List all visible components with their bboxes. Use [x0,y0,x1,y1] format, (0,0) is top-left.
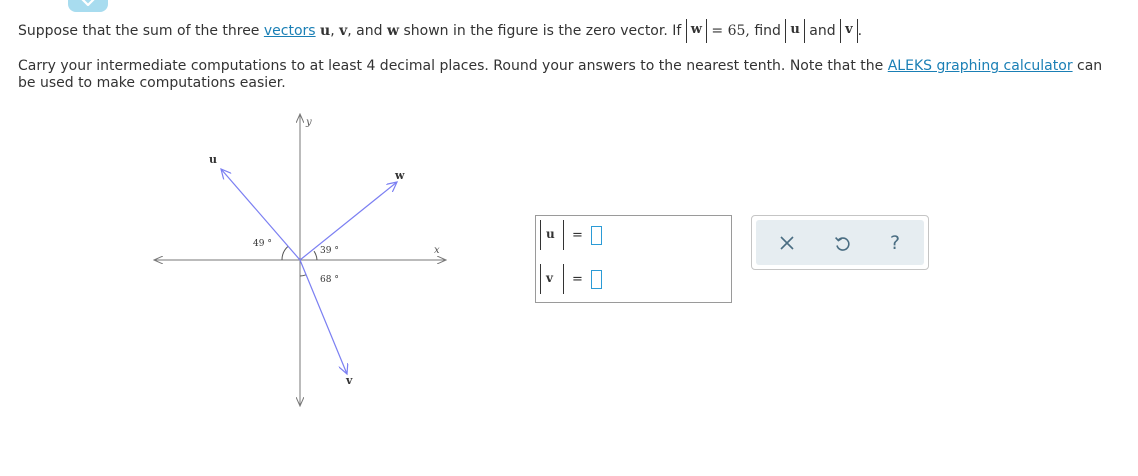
answer-toolbar [751,215,929,270]
norm-v: v [840,19,858,43]
angle-v-label: 68 ° [320,275,339,285]
norm-u-answer: u [540,220,564,250]
and-text: , and [347,23,383,39]
vector-figure [140,108,470,422]
help-button[interactable]: ? [889,232,901,254]
equals-sign: = [572,271,583,287]
u-magnitude-input[interactable] [591,226,602,245]
answer-row-u [540,220,602,250]
given-magnitude: = 65, [711,23,750,39]
equals-sign: = [572,227,583,243]
instructions [18,58,1118,92]
instructions-text: Carry your intermediate computations to at least 4 decimal places. Round your answers to the nearest tenth. Note that the [18,58,884,74]
vector-diagram [140,108,470,418]
angle-w-label: 39 ° [320,246,339,256]
collapse-tab[interactable] [68,0,108,12]
vector-w [300,182,397,260]
intro-text-2: shown in the figure is the zero vector. If [403,23,682,39]
period: . [857,23,863,39]
norm-v-answer: v [540,264,564,294]
close-icon [780,236,794,250]
var-v: v [339,23,348,39]
norm-u: u [785,19,804,43]
toolbar-panel [756,220,924,265]
and-text-2: and [809,23,836,39]
v-magnitude-input[interactable] [591,270,602,289]
calculator-link[interactable]: ALEKS graphing calculator [887,58,1073,74]
find-text: find [754,23,781,39]
undo-button[interactable] [829,230,855,256]
y-axis-label: y [306,117,312,128]
angle-arc-u [282,246,288,260]
chevron-down-icon [81,0,95,6]
var-u: u [320,23,331,39]
answer-box [535,215,732,303]
angle-u-label: 49 ° [253,239,272,249]
norm-w: w [686,19,707,43]
clear-button[interactable] [774,230,800,256]
var-w: w [386,23,400,39]
answer-row-v [540,264,602,294]
instructions-end: can be used to make computations easier. [18,58,1103,91]
x-axis-label: x [434,245,440,256]
problem-statement [18,18,862,44]
angle-arc-v [300,275,306,276]
vector-v-label: v [346,374,353,387]
vectors-link[interactable]: vectors [263,23,316,39]
undo-icon [834,234,850,252]
vector-u-label: u [209,153,217,166]
intro-text: Suppose that the sum of the three [18,23,260,39]
vector-w-label: w [395,169,405,182]
angle-arc-w [314,251,317,260]
comma: , [330,23,335,39]
